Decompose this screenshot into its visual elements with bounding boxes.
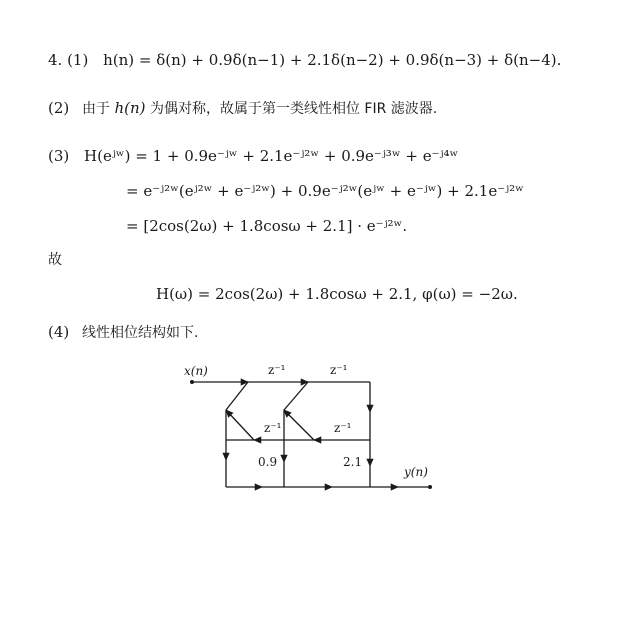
diag-down-1 <box>226 382 248 410</box>
diag-up-2 <box>284 410 314 440</box>
part2-math: h(n) <box>114 99 146 117</box>
coef-label-1: 0.9 <box>258 455 278 469</box>
part1-label: 4. (1) <box>48 51 89 69</box>
part3-result: H(ω) = 2cos(2ω) + 1.8cosω + 2.1, φ(ω) = −2ω. <box>156 285 518 303</box>
part4-label: (4) <box>48 323 70 341</box>
part3-eq-line2: = e⁻ʲ²ʷ(eʲ²ʷ + e⁻ʲ²ʷ) + 0.9e⁻ʲ²ʷ(eʲʷ + e⁻ʲʷ) + 2.1e⁻ʲ²ʷ <box>126 182 524 200</box>
therefore-label: 故 <box>48 252 62 268</box>
diag-up-1 <box>226 410 254 440</box>
output-node <box>428 485 432 489</box>
diag-down-2 <box>284 382 308 410</box>
delay-bottom-2: z⁻¹ <box>334 421 352 435</box>
input-node <box>190 380 194 384</box>
delay-bottom-1: z⁻¹ <box>264 421 282 435</box>
coef-label-2: 2.1 <box>343 455 363 469</box>
part2-text-after: 为偶对称，故属于第一类线性相位 FIR 滤波器. <box>145 101 438 117</box>
delay-top-2: z⁻¹ <box>330 363 348 377</box>
output-label: y(n) <box>404 465 428 479</box>
input-label: x(n) <box>184 364 208 378</box>
part3-eq-line3: = [2cos(2ω) + 1.8cosω + 2.1] · e⁻ʲ²ʷ. <box>126 217 408 235</box>
part3-eq-line1: H(eʲʷ) = 1 + 0.9e⁻ʲʷ + 2.1e⁻ʲ²ʷ + 0.9e⁻ʲ³ʷ + e⁻ʲ⁴ʷ <box>84 147 459 165</box>
delay-top-1: z⁻¹ <box>268 363 286 377</box>
part3-label: (3) <box>48 147 70 165</box>
part1-equation: h(n) = δ(n) + 0.9δ(n−1) + 2.1δ(n−2) + 0.9δ(n−3) + δ(n−4). <box>103 51 562 69</box>
part4-text: 线性相位结构如下. <box>82 325 199 341</box>
part2-label: (2) <box>48 99 70 117</box>
part2-text-before: 由于 <box>82 101 115 117</box>
